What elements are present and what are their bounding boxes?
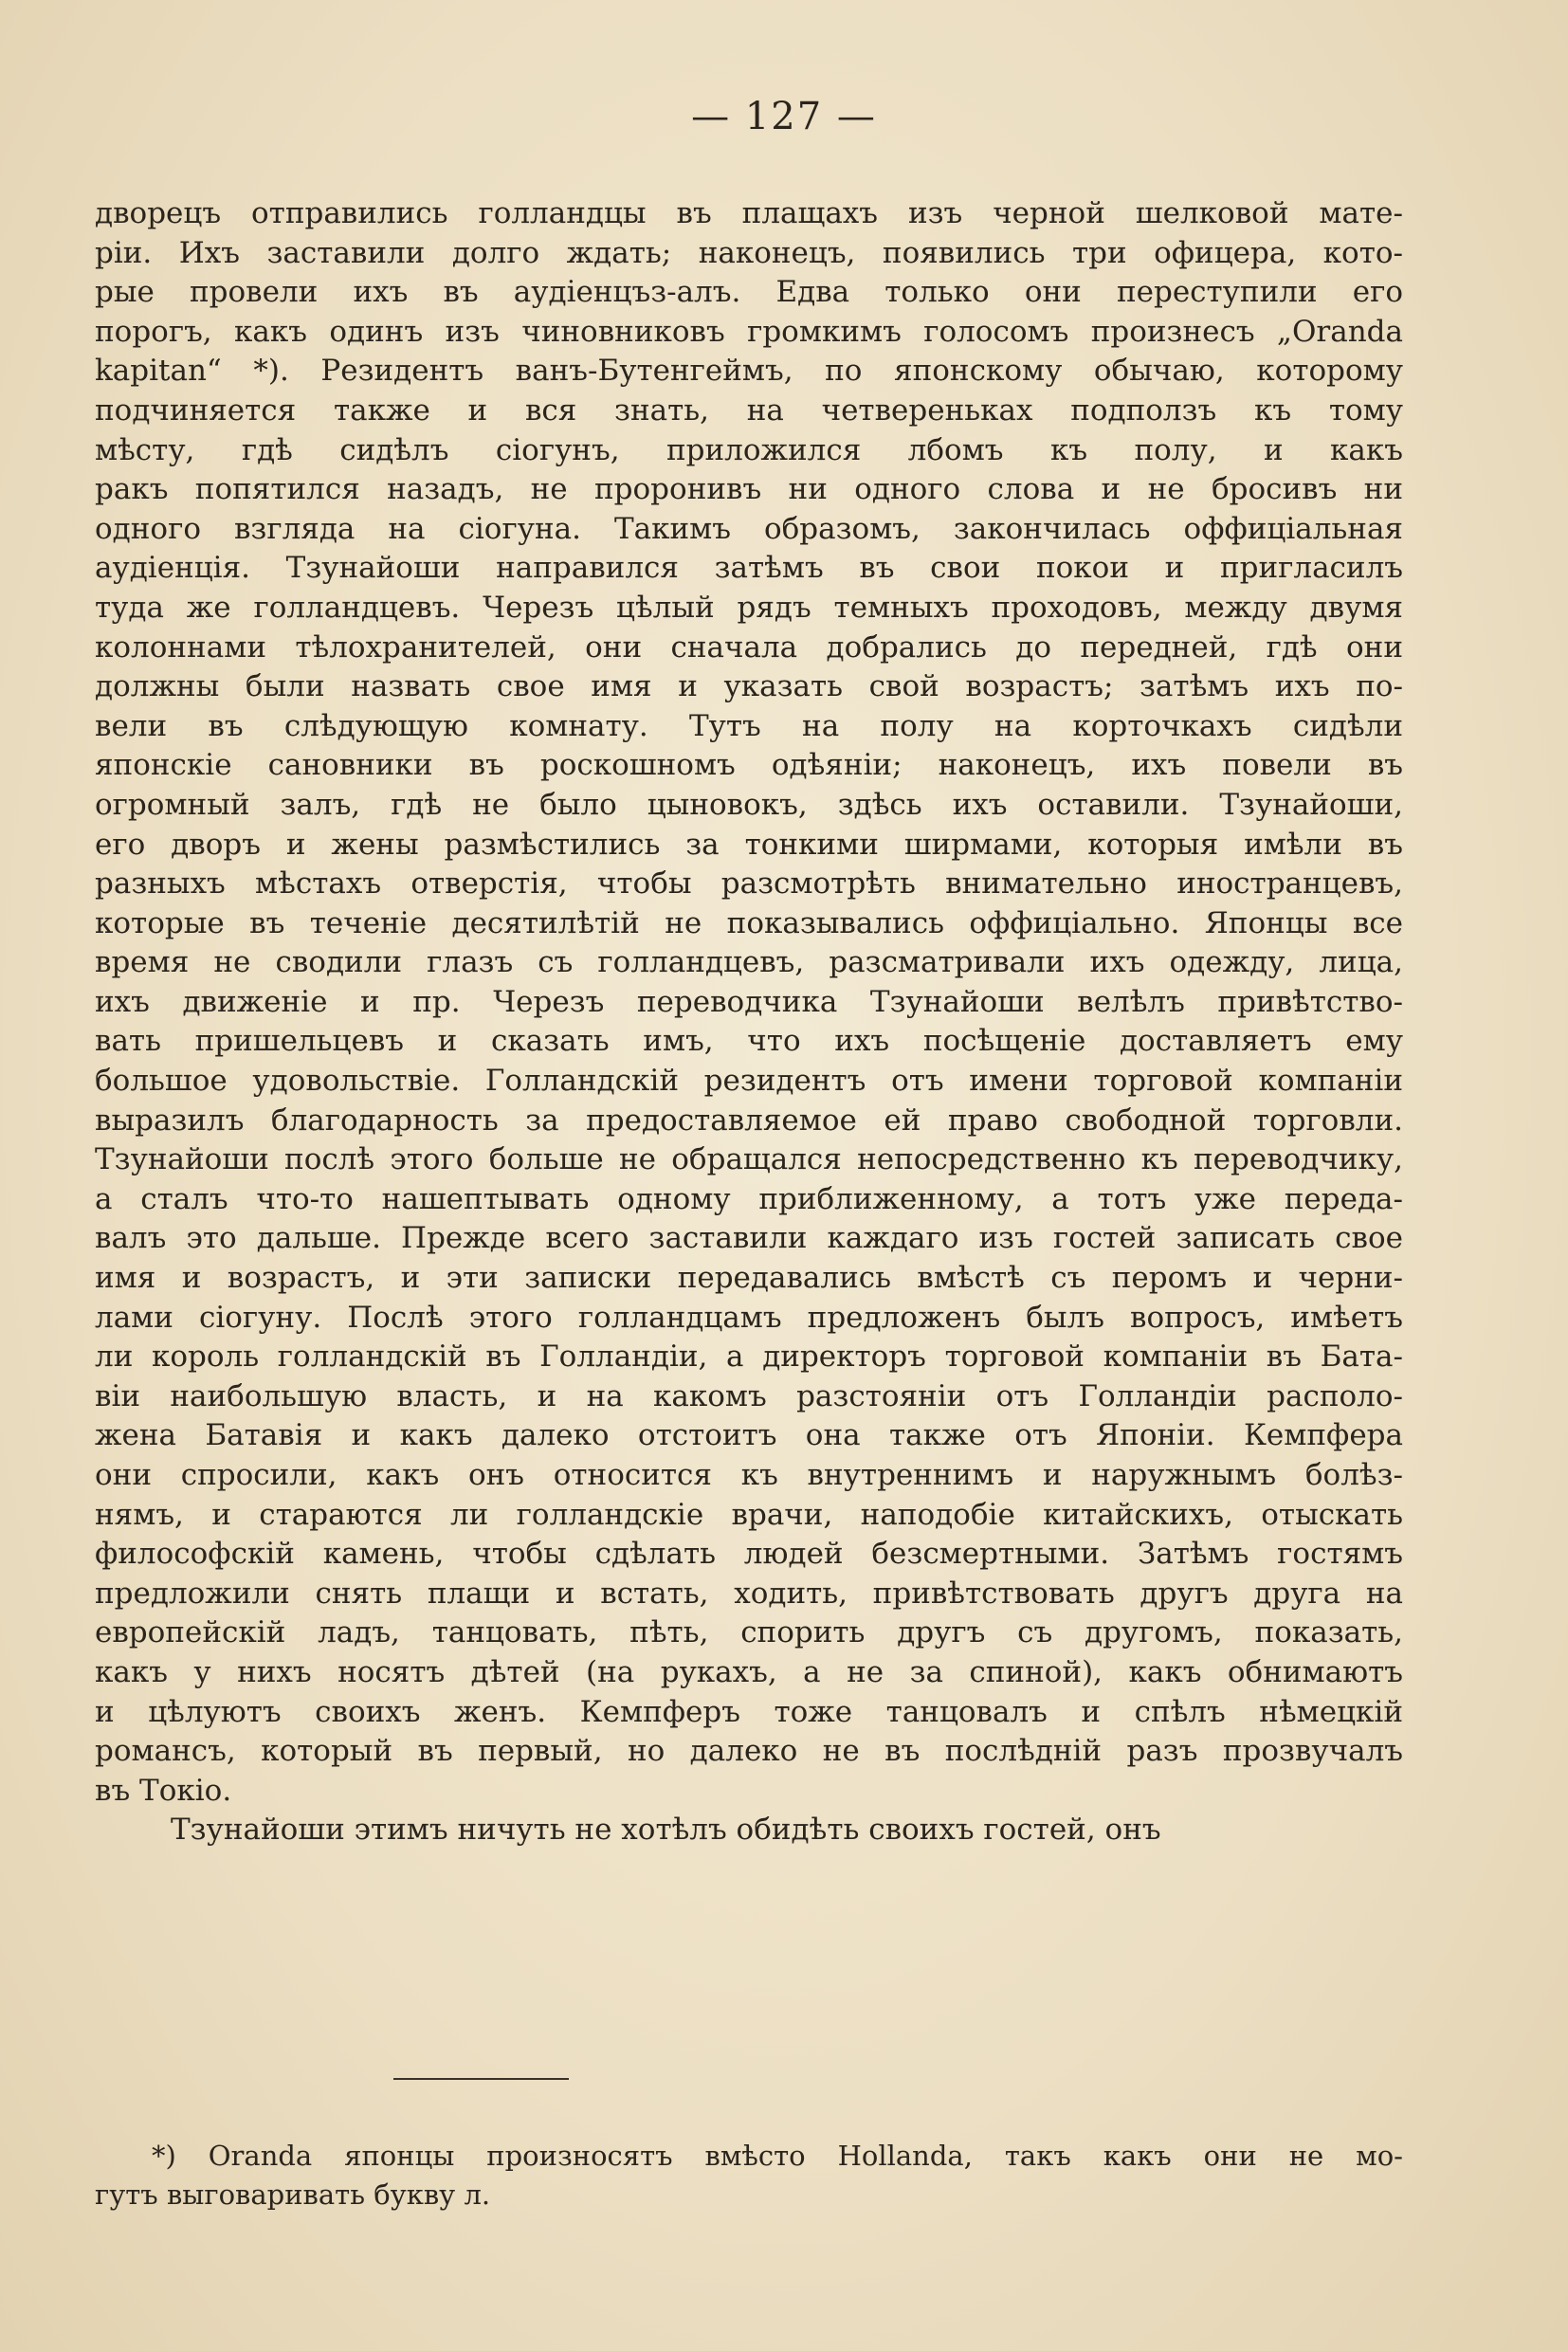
text-line: ракъ попятился назадъ, не проронивъ ни одного слова и не бросивъ ни [95, 472, 1403, 507]
text-line: его дворъ и жены размѣстились за тонкими ширмами, которыя имѣли въ [95, 827, 1403, 862]
text-line: выразилъ благодарность за предоставляемое ей право свободной торговли. [95, 1103, 1403, 1138]
footnote [95, 2137, 1403, 2214]
text-line: огромный залъ, гдѣ не было цыновокъ, здѣсь ихъ оставили. Тзунайоши, [95, 787, 1403, 822]
text-line: рые провели ихъ въ аудіенцъз-алъ. Едва только они переступили его [95, 275, 1403, 310]
text-line: какъ у нихъ носятъ дѣтей (на рукахъ, а не за спиной), какъ обнимаютъ [95, 1654, 1403, 1689]
footnote-line: гутъ выговаривать букву л. [95, 2178, 491, 2211]
text-line: мѣсту, гдѣ сидѣлъ сіогунъ, приложился лбомъ къ полу, и какъ [95, 432, 1403, 467]
text-line: ріи. Ихъ заставили долго ждать; наконецъ, появились три офицера, кото- [95, 235, 1403, 270]
text-line: Тзунайоши этимъ ничуть не хотѣлъ обидѣть своихъ гостей, онъ [171, 1813, 1161, 1848]
text-line: віи наибольшую власть, и на какомъ разстояніи отъ Голландіи располо- [95, 1378, 1403, 1413]
text-line: вели въ слѣдующую комнату. Тутъ на полу на корточкахъ сидѣли [95, 708, 1403, 743]
text-line: одного взгляда на сіогуна. Такимъ образомъ, закончилась оффиціальная [95, 511, 1403, 546]
text-line: подчиняется также и вся знать, на четвереньках подползъ къ тому [95, 392, 1403, 428]
text-line: европейскій ладъ, танцовать, пѣть, спорить другъ съ другомъ, показать, [95, 1615, 1403, 1650]
text-line: дворецъ отправились голландцы въ плащахъ изъ черной шелковой мате- [95, 196, 1403, 230]
text-line: Тзунайоши послѣ этого больше не обращался непосредственно къ переводчику, [95, 1142, 1403, 1177]
text-line: вать пришельцевъ и сказать имъ, что ихъ посѣщеніе доставляетъ ему [95, 1024, 1403, 1059]
text-line: должны были назвать свое имя и указать свой возрастъ; затѣмъ ихъ по- [95, 669, 1403, 704]
body-text [95, 194, 1403, 1850]
text-line: туда же голландцевъ. Черезъ цѣлый рядъ темныхъ проходовъ, между двумя [95, 590, 1403, 625]
text-line: валъ это дальше. Прежде всего заставили каждаго изъ гостей записать свое [95, 1221, 1403, 1256]
text-line: лами сіогуну. Послѣ этого голландцамъ предложенъ былъ вопросъ, имѣетъ [95, 1300, 1403, 1335]
text-line: разныхъ мѣстахъ отверстія, чтобы разсмотрѣть внимательно иностранцевъ, [95, 866, 1403, 902]
text-line: и цѣлуютъ своихъ женъ. Кемпферъ тоже танцовалъ и спѣлъ нѣмецкій [95, 1694, 1403, 1729]
footnote-line: *) Oranda японцы произносятъ вмѣсто Hollanda, такъ какъ они не мо- [152, 2140, 1403, 2172]
text-line: имя и возрастъ, и эти записки передавались вмѣстѣ съ перомъ и черни- [95, 1261, 1403, 1296]
text-line: философскій камень, чтобы сдѣлать людей безсмертными. Затѣмъ гостямъ [95, 1537, 1403, 1572]
text-line: а сталъ что-то нашептывать одному приближенному, а тотъ уже переда- [95, 1181, 1403, 1216]
text-line: въ Токіо. [95, 1773, 232, 1808]
text-line: ли король голландскій въ Голландіи, а директоръ торговой компаніи въ Бата- [95, 1340, 1403, 1375]
text-line: колоннами тѣлохранителей, они сначала добрались до передней, гдѣ они [95, 629, 1403, 665]
text-line: которые въ теченіе десятилѣтій не показывались оффиціально. Японцы все [95, 905, 1403, 940]
text-line: kapitan“ *). Резидентъ ванъ-Бутенгеймъ, по японскому обычаю, которому [95, 354, 1403, 389]
text-line: порогъ, какъ одинъ изъ чиновниковъ громкимъ голосомъ произнесъ „Oranda [95, 314, 1403, 349]
text-line: аудіенція. Тзунайоши направился затѣмъ въ свои покои и пригласилъ [95, 551, 1403, 586]
footnote-divider [393, 2078, 569, 2080]
text-line: ихъ движеніе и пр. Черезъ переводчика Тзунайоши велѣлъ привѣтство- [95, 984, 1403, 1019]
text-line: они спросили, какъ онъ относится къ внутреннимъ и наружнымъ болѣз- [95, 1458, 1403, 1492]
text-line: романсъ, который въ первый, но далеко не въ послѣдній разъ прозвучалъ [95, 1734, 1403, 1769]
text-line: японскіе сановники въ роскошномъ одѣяніи; наконецъ, ихъ повели въ [95, 748, 1403, 783]
page-number: — 127 — [691, 95, 877, 138]
text-line: предложили снять плащи и встать, ходить, привѣтствовать другъ друга на [95, 1576, 1403, 1611]
text-line: время не сводили глазъ съ голландцевъ, разсматривали ихъ одежду, лица, [95, 945, 1403, 980]
text-line: большое удовольствіе. Голландскій резидентъ отъ имени торговой компаніи [95, 1064, 1403, 1099]
text-line: жена Батавія и какъ далеко отстоитъ она также отъ Японіи. Кемпфера [95, 1418, 1403, 1453]
text-line: нямъ, и стараются ли голландскіе врачи, наподобіе китайскихъ, отыскать [95, 1497, 1403, 1532]
